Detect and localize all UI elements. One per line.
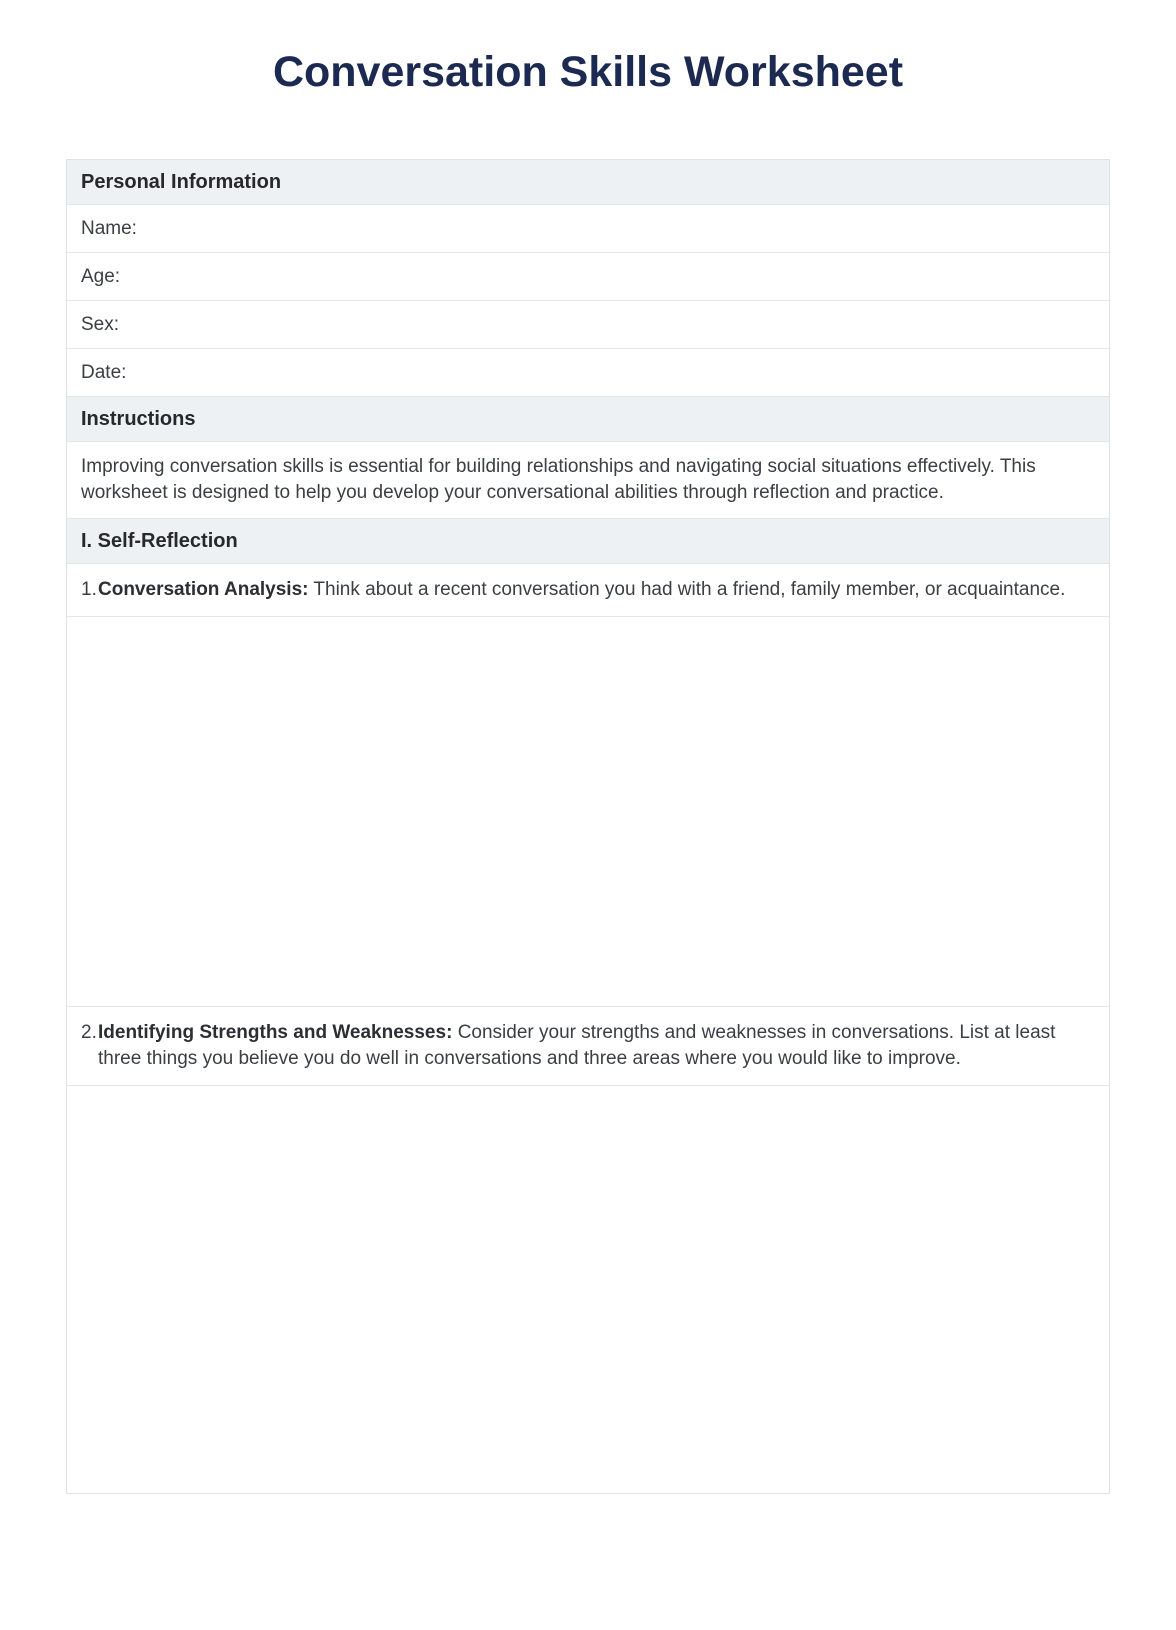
item-number: 1. bbox=[81, 579, 97, 600]
item-title: Conversation Analysis: bbox=[98, 579, 309, 600]
instructions-body: Improving conversation skills is essential for building relationships and navigating social situations effectively. This worksheet is designed to help you develop your conversational abilities through reflection and practice. bbox=[67, 441, 1109, 518]
list-item-strengths-weaknesses bbox=[67, 1006, 1109, 1085]
list-item-conversation-analysis bbox=[67, 563, 1109, 616]
item-description: Consider your strengths and weaknesses in conversations. List at least three things you believe you do well in conversations and three areas where you would like to improve. bbox=[98, 1022, 1056, 1069]
page-title: Conversation Skills Worksheet bbox=[272, 48, 904, 96]
field-row-date[interactable] bbox=[67, 348, 1109, 396]
section-header-self-reflection: I. Self-Reflection bbox=[67, 518, 1109, 563]
answer-area-strengths-weaknesses[interactable] bbox=[67, 1085, 1109, 1493]
field-row-name[interactable] bbox=[67, 204, 1109, 252]
section-header-instructions: Instructions bbox=[67, 396, 1109, 441]
section-header-personal-information: Personal Information bbox=[67, 160, 1109, 204]
field-row-sex[interactable] bbox=[67, 300, 1109, 348]
item-text bbox=[98, 1020, 1095, 1072]
item-text bbox=[98, 577, 1095, 603]
item-number: 2. bbox=[81, 1022, 97, 1043]
worksheet-table bbox=[66, 159, 1110, 1494]
item-description: Think about a recent conversation you had with a friend, family member, or acquaintance. bbox=[313, 579, 1066, 600]
date-field-label: Date: bbox=[81, 362, 127, 383]
answer-area-conversation-analysis[interactable] bbox=[67, 616, 1109, 1006]
item-title: Identifying Strengths and Weaknesses: bbox=[98, 1022, 453, 1043]
field-row-age[interactable] bbox=[67, 252, 1109, 300]
sex-field-label: Sex: bbox=[81, 314, 120, 335]
age-field-label: Age: bbox=[81, 266, 121, 287]
name-field-label: Name: bbox=[81, 218, 137, 239]
